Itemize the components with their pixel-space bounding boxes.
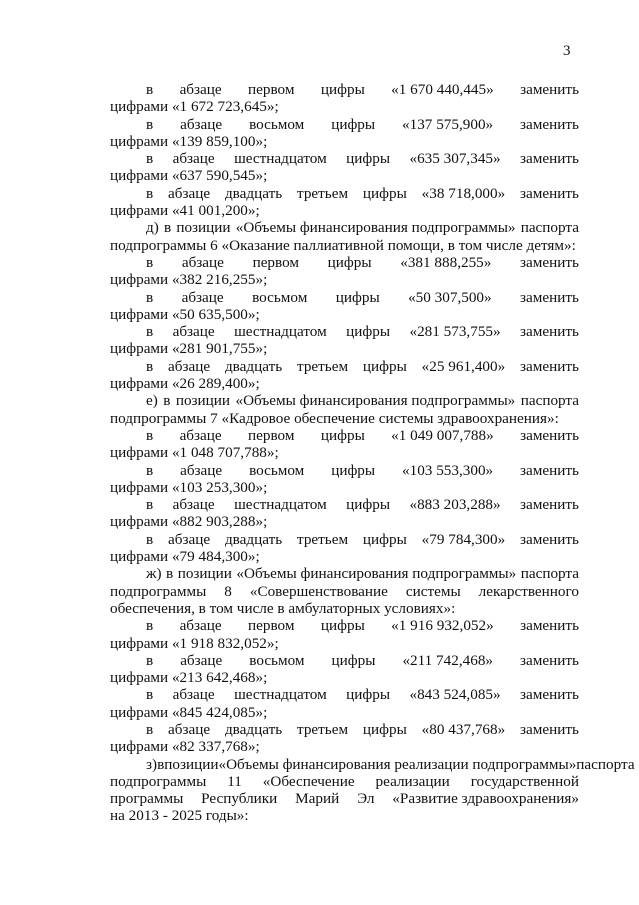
text-line: обеспечения, в том числе в амбулаторных условиях»: [110,599,456,617]
text-line: цифрами «26 289,400»; [110,375,260,393]
text-line: в абзаце двадцать третьем цифры «80 437,768» заменить [146,720,579,738]
text-line: в абзаце восьмом цифры «211 742,468» заменить [146,651,579,669]
text-line: цифрами «82 337,768»; [110,738,260,756]
text-line: на 2013 - 2025 годы»: [110,807,249,825]
text-line: цифрами «79 484,300»; [110,548,260,566]
text-line: в абзаце первом цифры «1 049 007,788» заменить [146,426,579,444]
text-line: цифрами «213 642,468»; [110,669,268,687]
text-line: в абзаце восьмом цифры «50 307,500» заменить [146,288,579,306]
text-line: в абзаце шестнадцатом цифры «635 307,345» заменить [146,150,579,168]
text-line: в абзаце двадцать третьем цифры «79 784,300» заменить [146,530,579,548]
text-line: цифрами «50 635,500»; [110,305,260,323]
text-line: цифрами «637 590,545»; [110,167,268,185]
text-line: подпрограммы 6 «Оказание паллиативной помощи, в том числе детям»: [110,236,576,254]
text-line: ж) в позиции «Объемы финансирования подпрограммы» паспорта [146,565,579,583]
text-line: в абзаце двадцать третьем цифры «38 718,000» заменить [146,184,579,202]
text-line: программы Республики Марий Эл «Развитие здравоохранения» [110,790,579,808]
text-line: цифрами «41 001,200»; [110,202,260,220]
text-line: з) в позиции «Объемы финансирования реализации подпрограммы» паспорта [146,755,635,773]
text-line: в абзаце первом цифры «1 670 440,445» заменить [146,81,579,98]
text-line: цифрами «882 903,288»; [110,513,268,531]
text-line: цифрами «845 424,085»; [110,703,268,721]
text-line: цифрами «1 918 832,052»; [110,634,279,652]
text-line: цифрами «1 672 723,645»; [110,98,279,116]
text-line: цифрами «382 216,255»; [110,271,268,289]
document-body [110,81,635,825]
text-line: цифрами «1 048 707,788»; [110,444,279,462]
text-line: подпрограммы 8 «Совершенствование системы лекарственного [110,582,579,600]
text-line: цифрами «281 901,755»; [110,340,268,358]
text-line: в абзаце двадцать третьем цифры «25 961,400» заменить [146,357,579,375]
page-number: 3 [563,43,571,59]
text-line: подпрограммы 7 «Кадровое обеспечение системы здравоохранения»: [110,409,559,427]
text-line: в абзаце первом цифры «381 888,255» заменить [146,253,579,271]
text-line: цифрами «103 253,300»; [110,478,268,496]
text-line: в абзаце шестнадцатом цифры «281 573,755» заменить [146,323,579,341]
text-line: д) в позиции «Объемы финансирования подпрограммы» паспорта [146,219,579,237]
text-line: е) в позиции «Объемы финансирования подпрограммы» паспорта [146,392,579,410]
text-line: в абзаце шестнадцатом цифры «843 524,085» заменить [146,686,579,704]
text-line: в абзаце восьмом цифры «103 553,300» заменить [146,461,579,479]
text-line: в абзаце восьмом цифры «137 575,900» заменить [146,115,579,133]
text-line: в абзаце шестнадцатом цифры «883 203,288» заменить [146,496,579,514]
text-line: подпрограммы 11 «Обеспечение реализации государственной [110,772,579,790]
text-line: в абзаце первом цифры «1 916 932,052» заменить [146,617,579,635]
text-line: цифрами «139 859,100»; [110,132,268,150]
